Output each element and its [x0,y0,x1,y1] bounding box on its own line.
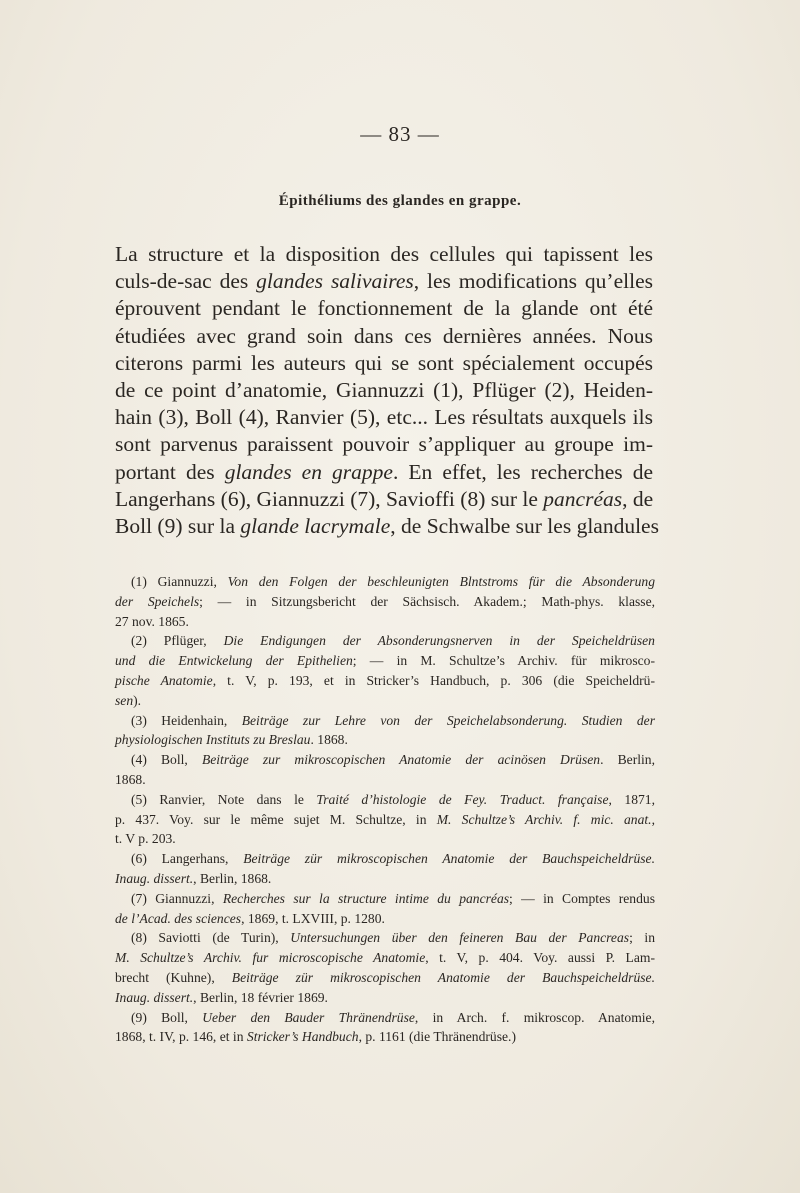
footnote-line-pre: (2) Pflüger, [131,633,224,649]
footnote-line-ital: pische Anatomie [115,672,213,688]
page-number: — 83 — [360,122,440,146]
footnote-line [115,651,655,671]
paragraph-line-post: , de Schwalbe sur les glandules [390,514,659,539]
paragraph-line [115,486,653,513]
footnote-line-pre: 1868, t. IV, p. 146, et in [115,1029,247,1045]
footnote-line-post: , in Arch. f. mikroscop. Anatomie, [414,1009,655,1025]
footnote [115,849,655,889]
footnote-line-post: . Berlin, [600,752,655,768]
footnote-line-ital: Untersuchungen über den feineren Bau der Pancreas [290,930,630,946]
footnote [115,1008,655,1048]
main-paragraph [115,241,659,540]
footnote-line-pre: (3) Heidenhain, [131,712,242,728]
footnote [115,572,655,631]
footnote-line [115,770,655,790]
footnotes [115,572,655,1047]
footnote-line [115,889,655,909]
footnote-line-post: ). [133,692,142,708]
footnote-line-ital: Die Endigungen der Absonderungsnerven in der Speicheldrüsen [223,633,655,649]
footnote-line-ital: Beiträge zür mikroscopischen Anatomie der Bauchspeicheldrüse. [243,851,655,867]
paragraph-line [115,268,653,295]
paragraph-line-pre: Boll (9) sur la [115,514,241,539]
footnote-line [115,1027,655,1047]
footnote-line-ital: Traité d’histologie de Fey. Traduct. française [316,791,609,807]
paragraph-line [115,350,653,377]
footnote-line-pre: (1) Giannuzzi, [131,574,228,589]
footnote-line [115,730,655,750]
paragraph-line [115,404,653,431]
section-title: Épithéliums des glandes en grappe. [278,193,522,209]
footnote-line [115,968,655,988]
footnote-line-post: , p. 1161 (die Thränendrüse.) [358,1029,516,1045]
paragraph-line [115,241,653,268]
footnote-line-ital: Beiträge zur Lehre von der Speichelabsonderung. Studien der [241,712,655,728]
footnote-line [115,691,655,711]
footnote-line-pre: (8) Saviotti (de Turin), [131,930,291,946]
footnote-line [115,1008,655,1028]
footnote-line [115,829,655,849]
footnote [115,750,655,790]
footnote-line-pre: brecht (Kuhne), [115,969,232,985]
paragraph-line-ital: glande lacrymale [240,514,391,539]
footnote-line-pre: p. 437. Voy. sur le même sujet M. Schultze, in [115,811,437,827]
footnote-line-post: , 1869, t. LXVIII, p. 1280. [241,910,385,926]
footnote-line [115,631,655,651]
footnote-line [115,750,655,770]
footnote-line-post: ; — in M. Schultze’s Archiv. für mikrosco- [352,653,655,669]
paragraph-line-pre: étudiées avec grand soin dans ces dernières années. Nous [115,323,653,348]
paragraph-line-post: . En effet, les recherches de [392,459,653,484]
footnote-line-ital: Beiträge zur mikroscopischen Anatomie der acinösen Drüsen [201,752,601,768]
footnote [115,928,655,1007]
paragraph-line-post: , de [622,486,654,511]
paragraph-line [115,459,653,486]
footnote-line [115,988,655,1008]
footnote-line [115,909,655,929]
footnote [115,631,655,710]
paragraph-line [115,323,653,350]
footnote-line-ital: M. Schultze’s Archiv. f. mic. anat. [436,811,652,827]
footnote-line [115,948,655,968]
paragraph-line-pre: citerons parmi les auteurs qui se sont spécialement occupés [115,350,653,375]
footnote-line [115,790,655,810]
paragraph-line-pre: Langerhans (6), Giannuzzi (7), Savioffi (8) sur le [115,486,544,511]
paragraph-line [115,431,653,458]
footnote-line-ital: Inaug. dissert. [115,870,194,886]
footnote-line [115,612,655,632]
paragraph-line-pre: culs-de-sac des [115,269,257,294]
footnote-line-ital: Recherches sur la structure intime du pancréas [222,890,510,906]
footnote-line-post: , Berlin, 1868. [193,870,272,886]
footnote-line-post: , t. V, p. 193, et in Stricker’s Handbuch, p. 306 (die Speicheldrü- [212,672,655,688]
footnote-line [115,711,655,731]
footnote-line [115,572,655,592]
footnote-line [115,592,655,612]
footnote-line-post: , t. V, p. 404. Voy. aussi P. Lam- [425,950,655,966]
footnote-line-post: ; — in Comptes rendus [509,890,655,906]
footnote-line-post: . 1868. [310,732,348,748]
footnote-line [115,810,655,830]
footnote-line-ital: Inaug. dissert. [115,989,194,1005]
footnote-line-pre: (6) Langerhans, [131,851,244,867]
paragraph-line-pre: sont parvenus paraissent pouvoir s’appliquer au groupe im- [115,432,653,457]
footnote-line-pre: (5) Ranvier, Note dans le [131,791,317,807]
footnote-line-ital: der Speichels [115,593,200,609]
footnote-line-ital: Stricker’s Handbuch [246,1029,359,1045]
footnote-line-pre: 27 nov. 1865. [115,613,189,629]
footnote-line-post: ; — in Sitzungsbericht der Sächsisch. Akadem.; Math-phys. klasse, [199,593,655,609]
paragraph-line-ital: glandes salivaires [256,269,414,294]
footnote [115,790,655,849]
paragraph-line-pre: éprouvent pendant le fonctionnement de la glande ont été [115,296,653,321]
paragraph-line-pre: hain (3), Boll (4), Ranvier (5), etc... Les résultats auxquels ils [115,405,653,430]
footnote-line-pre: 1868. [115,771,146,787]
footnote-line-ital: und die Entwickelung der Epithelien [115,653,353,669]
footnote-line-post: ; in [629,930,655,946]
paragraph-line [115,295,653,322]
paragraph-line-post: , les modifications qu’elles [413,269,653,294]
footnote-line-pre: t. V p. 203. [115,831,176,847]
footnote-line-pre: (9) Boll, [131,1009,203,1025]
footnote-line-ital: Ueber den Bauder Thränendrüse [202,1009,415,1025]
footnote-line-ital: Beiträge zür mikroscopischen Anatomie der Bauchspeicheldrüse. [231,969,655,985]
footnote-line-pre: (4) Boll, [131,752,202,768]
footnote-line-post: , 1871, [608,791,655,807]
footnote-line-ital: sen [115,692,134,708]
paragraph-line [115,513,659,540]
footnote-line-post: , Berlin, 18 février 1869. [193,989,328,1005]
footnote-line [115,849,655,869]
paragraph-line-pre: La structure et la disposition des cellules qui tapissent les [115,242,653,266]
paragraph-line-pre: portant des [115,459,225,484]
footnote-line-ital: M. Schultze’s Archiv. fur microscopische Anatomie [115,950,426,966]
paragraph-line-pre: de ce point d’anatomie, Giannuzzi (1), Pflüger (2), Heiden- [115,378,653,403]
footnote-line [115,869,655,889]
footnote-line-ital: Von den Folgen der beschleunigten Blntstroms für die Absonderung [227,574,655,589]
footnote [115,711,655,751]
footnote-line [115,671,655,691]
footnote-line-ital: physiologischen Instituts zu Breslau [115,732,311,748]
paragraph-line-ital: pancréas [543,486,623,511]
paragraph-line-ital: glandes en grappe [224,459,393,484]
footnote-line-ital: de l’Acad. des sciences [115,910,242,926]
footnote-line-post: , [651,811,655,827]
footnote-line-pre: (7) Giannuzzi, [131,890,223,906]
footnote [115,889,655,929]
paragraph-line [115,377,653,404]
footnote-line [115,928,655,948]
